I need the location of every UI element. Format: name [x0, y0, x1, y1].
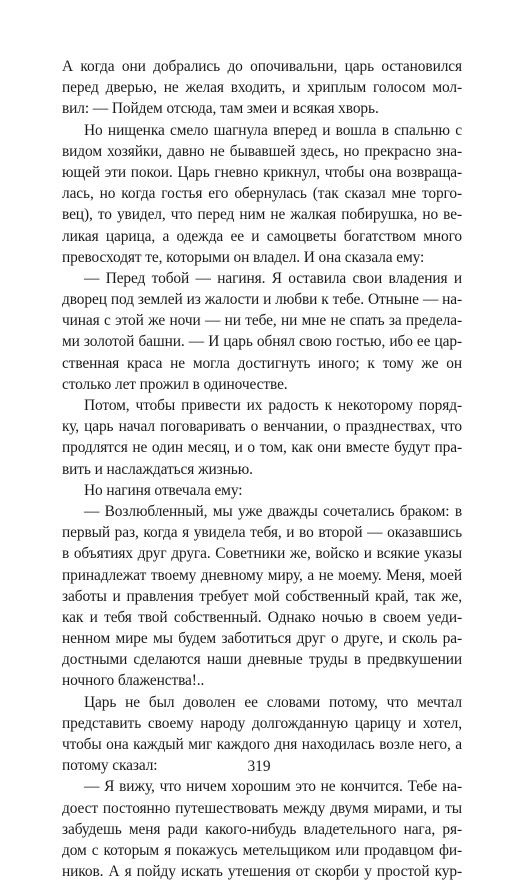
text-line: видом хозяйки, давно не бывавшей здесь, но прекрасно зна-	[62, 142, 462, 160]
text-line: ственная краса не могла достигнуть иного; к тому же он	[62, 354, 462, 372]
text-line: в объятиях друг друга. Советники же, войско и всякие указы	[62, 545, 462, 563]
text-line: чиная с этой же ночи — ни тебе, ни мне не спать за предела-	[62, 312, 462, 330]
text-line: превосходят те, которыми он владел. И она сказала ему:	[62, 248, 425, 266]
text-line: ми золотой башни. — И царь обнял свою гостью, ибо ее цар-	[62, 333, 462, 351]
text-line: ников. А я пойду искать утешения от скорби у простой кур-	[62, 863, 462, 881]
text-line: — Возлюбленный, мы уже дважды сочетались браком: в	[84, 502, 462, 520]
text-line: потому сказал:	[62, 757, 158, 775]
text-line: продлятся не один месяц, и о том, как они вместе будут пра-	[62, 439, 462, 457]
text-line: — Я вижу, что ничем хорошим это не кончится. Тебе на-	[84, 778, 462, 796]
text-line: вил: — Пойдем отсюда, там змеи и всякая хворь.	[62, 100, 379, 118]
text-line: дом с которым я покажусь метельщиком или продавцом фи-	[62, 841, 462, 859]
text-line: — Перед тобой — нагиня. Я оставила свои владения и	[84, 269, 462, 287]
text-line: достными сделаются наши дневные труды в предвкушении	[62, 651, 462, 669]
text-line: доест постоянно путешествовать между двумя мирами, и ты	[62, 799, 462, 817]
text-line: вить и наслаждаться жизнью.	[62, 460, 253, 478]
text-line: лась, но когда гостья его обернулась (так сказал мне торго-	[62, 185, 462, 203]
text-line: Царь не был доволен ее словами потому, что мечтал	[84, 693, 462, 711]
text-line: первый раз, когда я увидела тебя, и во второй — оказавшись	[62, 524, 462, 542]
text-line: заботы и правления требует мой собственный край, так же,	[62, 587, 462, 605]
text-line: как и тебя твой собственный. Однако ночью в своем уеди-	[62, 608, 462, 626]
text-line: забудешь меня ради какого-нибудь владетельного нага, ря-	[62, 820, 462, 838]
text-line: Но нищенка смело шагнула вперед и вошла в спальню с	[84, 121, 462, 139]
text-line: ку, царь начал поговаривать о венчании, о празднествах, что	[62, 418, 462, 436]
text-line: ющей эти покои. Царь гневно крикнул, чтобы она возвраща-	[62, 163, 462, 181]
text-line: чтобы она каждый миг каждого дня находилась возле него, а	[62, 736, 462, 753]
page-number: 319	[247, 758, 271, 775]
text-line: принадлежат твоему дневному миру, а не моему. Меня, моей	[62, 566, 462, 584]
text-line: ночного блаженства!..	[62, 672, 205, 690]
text-line: вец), то увидел, что перед ним не жалкая побирушка, но ве-	[62, 206, 462, 224]
text-line: перед дверью, не желая входить, и хриплым голосом мол-	[62, 79, 462, 97]
text-line: А когда они добрались до опочивальни, царь остановился	[62, 58, 462, 75]
text-line: дворец под землей из жалости и любви к тебе. Отныне — на-	[62, 291, 462, 309]
text-line: ликая царица, а одежда ее и самоцветы богатством много	[62, 227, 462, 245]
text-line: представить своему народу долгожданную царицу и хотел,	[62, 714, 462, 732]
text-line: столько лет прожил в одиночестве.	[62, 375, 288, 393]
text-line: ненном мире мы будем заботиться друг о друге, и сколь ра-	[62, 630, 462, 648]
text-line: Но нагиня отвечала ему:	[84, 481, 243, 499]
text-line: Потом, чтобы привести их радость к некоторому поряд-	[84, 397, 462, 414]
